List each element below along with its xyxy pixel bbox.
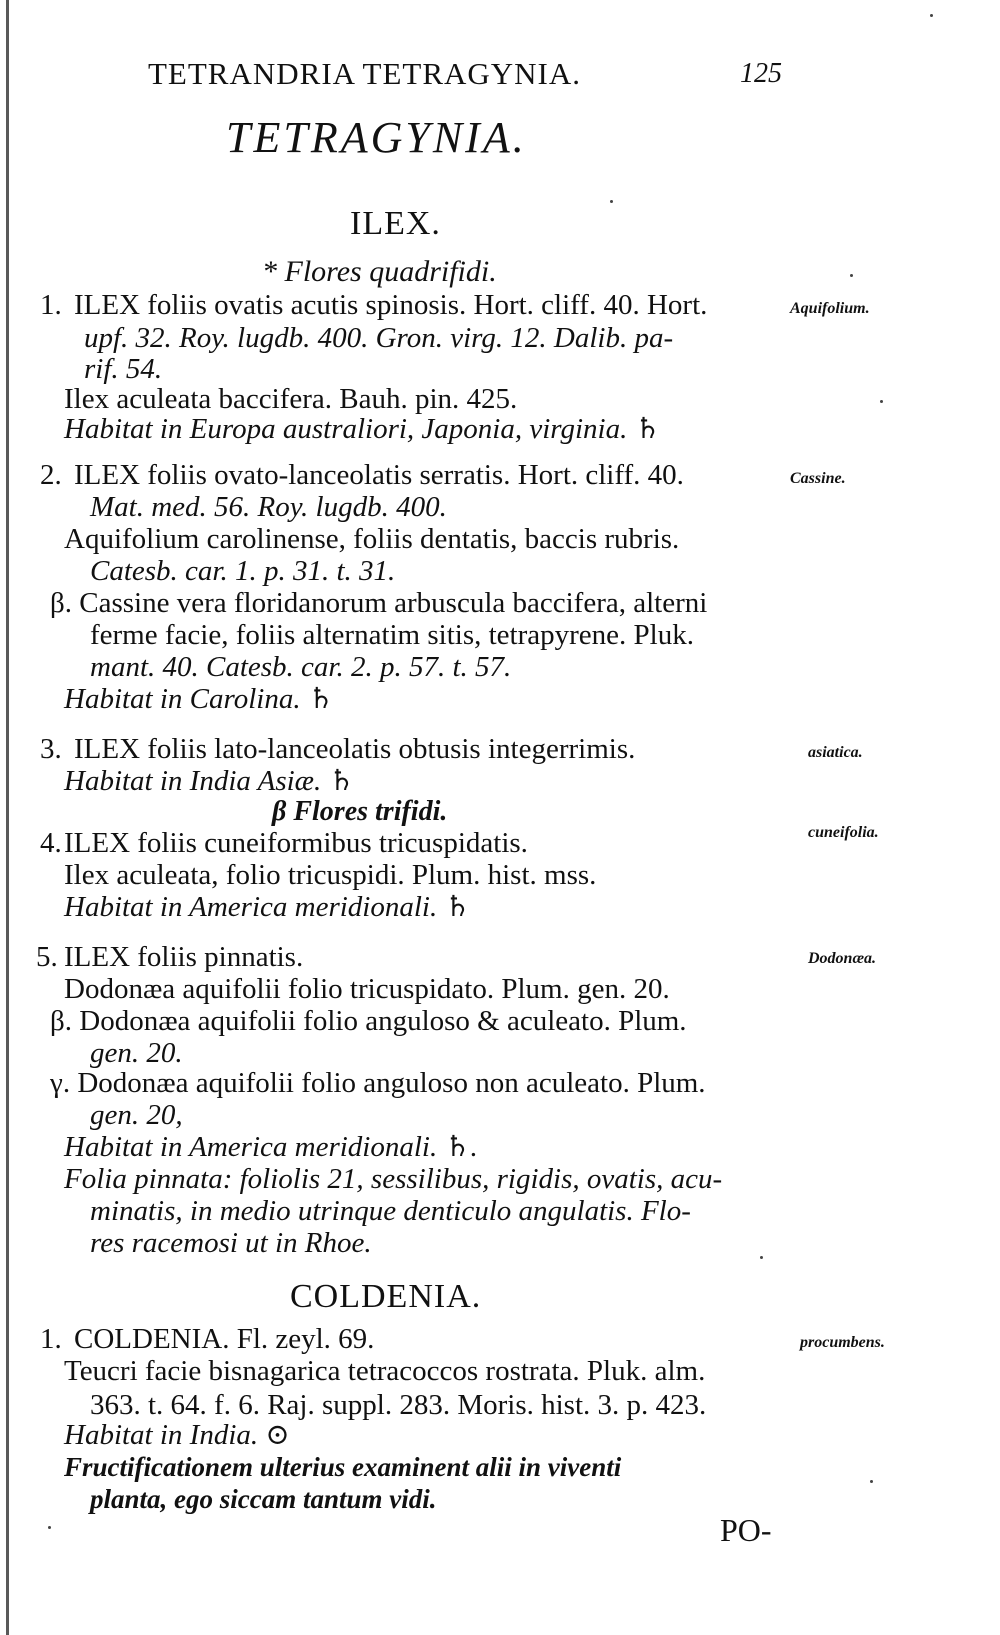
subheading-flores-quadrifidi: * Flores quadrifidi. [262,255,497,288]
subheading-flores-trifidi: β Flores trifidi. [272,796,448,827]
entry-line: rif. 54. [84,353,163,385]
entry-line: Habitat in India. ⊙ [64,1419,290,1451]
margin-species-name: asiatica. [808,744,863,761]
entry-line: ferme facie, foliis alternatim sitis, tetrapyrene. Pluk. [90,619,694,651]
section-title: TETRAGYNIA. [226,113,527,162]
entry-line: minatis, in medio utrinque denticulo angulatis. Flo- [90,1195,691,1227]
scan-speck [870,1480,873,1483]
entry-line: gen. 20, [90,1099,183,1131]
entry-line: mant. 40. Catesb. car. 2. p. 57. t. 57. [90,651,512,683]
page-number: 125 [740,58,782,89]
entry-line: Teucri facie bisnagarica tetracoccos rostrata. Pluk. alm. [64,1355,706,1387]
entry-number: 1. [40,1323,62,1355]
entry-line: Habitat in Carolina. ♄ [64,683,334,715]
entry-line: β. Cassine vera floridanorum arbuscula baccifera, alterni [50,587,708,619]
entry-line: β. Dodonæa aquifolii folio anguloso & aculeato. Plum. [50,1005,687,1037]
scan-speck [930,14,933,17]
entry-line: Folia pinnata: foliolis 21, sessilibus, rigidis, ovatis, acu- [64,1163,723,1195]
entry-line: 363. t. 64. f. 6. Raj. suppl. 283. Moris. hist. 3. p. 423. [90,1389,707,1421]
scan-speck [760,1256,763,1259]
entry-line: Dodonæa aquifolii folio tricuspidato. Plum. gen. 20. [64,973,670,1005]
entry-line: γ. Dodonæa aquifolii folio anguloso non aculeato. Plum. [50,1067,706,1099]
entry-line: Aquifolium carolinense, foliis dentatis, baccis rubris. [64,523,680,555]
entry-number: 1. [40,289,62,321]
scan-speck [610,200,613,203]
entry-line: ILEX foliis ovato-lanceolatis serratis. Hort. cliff. 40. [74,459,684,491]
entry-line: gen. 20. [90,1037,183,1069]
entry-line: Fructificationem ulterius examinent alii in viventi [64,1452,622,1482]
entry-line: Habitat in Europa australiori, Japonia, virginia. ♄ [64,413,661,445]
entry-line: upf. 32. Roy. lugdb. 400. Gron. virg. 12. Dalib. pa- [84,322,674,354]
entry-number: 2. [40,459,62,491]
entry-line: planta, ego siccam tantum vidi. [90,1484,437,1514]
entry-number: 3. [40,733,62,765]
entry-line: res racemosi ut in Rhoe. [90,1227,372,1259]
genus-heading-coldenia: COLDENIA. [290,1278,482,1315]
scan-speck [880,400,883,403]
scan-speck [48,1526,51,1529]
margin-species-name: Cassine. [790,470,846,487]
catchword: PO- [720,1512,772,1548]
genus-heading-ilex: ILEX. [350,205,441,242]
entry-line: Mat. med. 56. Roy. lugdb. 400. [90,491,447,523]
entry-number: 4. [40,827,62,859]
entry-line: Ilex aculeata, folio tricuspidi. Plum. hist. mss. [64,859,597,891]
page-gutter-edge [6,0,9,1635]
entry-line: Catesb. car. 1. p. 31. t. 31. [90,555,396,587]
entry-line: Habitat in America meridionali. ♄. [64,1131,478,1163]
scan-speck [850,274,853,277]
entry-line: Habitat in India Asiæ. ♄ [64,765,355,797]
entry-line: ILEX foliis pinnatis. [64,941,304,973]
margin-species-name: Aquifolium. [790,300,870,317]
entry-line: ILEX foliis cuneiformibus tricuspidatis. [64,827,528,859]
margin-species-name: procumbens. [800,1334,885,1351]
entry-line: COLDENIA. Fl. zeyl. 69. [74,1323,375,1355]
entry-line: Ilex aculeata baccifera. Bauh. pin. 425. [64,383,518,415]
entry-line: Habitat in America meridionali. ♄ [64,891,471,923]
entry-line: ILEX foliis lato-lanceolatis obtusis integerrimis. [74,733,636,765]
margin-species-name: cuneifolia. [808,824,879,841]
running-head: TETRANDRIA TETRAGYNIA. [148,56,582,91]
entry-number: 5. [36,941,58,973]
entry-line: ILEX foliis ovatis acutis spinosis. Hort. cliff. 40. Hort. [74,289,708,321]
margin-species-name: Dodonæa. [808,950,877,967]
